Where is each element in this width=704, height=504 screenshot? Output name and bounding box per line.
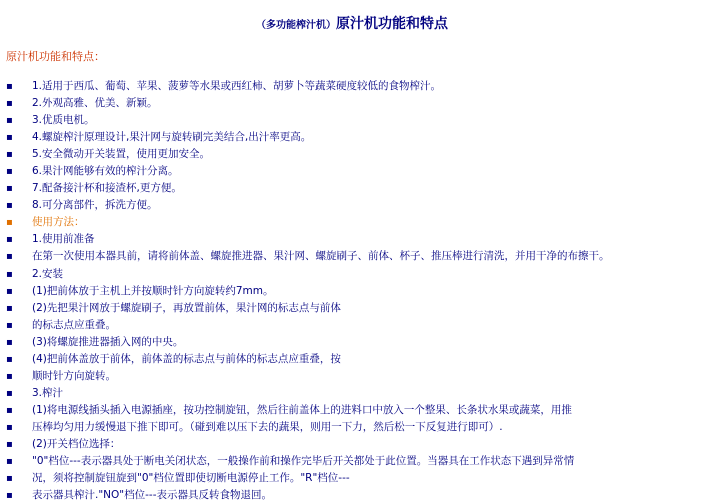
list-item-text: 1.适用于西瓜、葡萄、苹果、菠萝等水果或西红柿、胡萝卜等蔬菜硬度较低的食物榨汁。 (32, 80, 442, 92)
bullet-icon: ▪ (6, 98, 13, 110)
list-item (0, 231, 704, 248)
list-item-text: 况，须将控制旋钮旋到"0"档位置即使切断电源停止工作。"R"档位--- (32, 472, 350, 485)
bullet-icon: ▪ (6, 149, 13, 161)
list-item-text: (1)把前体放于主机上并按顺时针方向旋转约7mm。 (32, 284, 274, 297)
section-subheading: 原汁机功能和特点： (6, 50, 105, 63)
title-main: 原汁机功能和特点 (336, 16, 448, 32)
bullet-icon: ▪ (6, 251, 13, 263)
list-item-text: (2)开关档位选择： (32, 437, 121, 450)
list-item (0, 436, 704, 453)
list-item-text: (4)把前体盖放于前体，前体盖的标志点与前体的标志点应重叠，按 (32, 352, 341, 365)
list-item-text: (3)将螺旋推进器插入网的中央。 (32, 335, 184, 348)
list-item-text: 压棒均匀用力缓慢退下推下即可。（碰到难以压下去的蔬果，则用一下力，然后松一下反复进行即可）. (32, 420, 503, 433)
bullet-icon: ▪ (6, 81, 13, 92)
bullet-icon: ▪ (6, 336, 13, 348)
list-item (0, 248, 704, 265)
list-item (0, 78, 704, 95)
list-item-text: 2.安装 (32, 267, 64, 280)
content-list (0, 78, 704, 504)
list-item (0, 402, 704, 419)
list-item (0, 112, 704, 129)
title-prefix: 多功能榨汁机 (266, 20, 326, 31)
list-item-text: 在第一次使用本器具前，请将前体盖、螺旋推进器、果汁网、螺旋刷子、前体、杯子、推压棒进行清洗，并用干净的布擦干。 (32, 250, 610, 263)
list-item (0, 266, 704, 283)
list-item-text: 2.外观高雅、优美、新颖。 (32, 97, 158, 110)
bullet-icon: ▪ (6, 319, 13, 331)
list-item (0, 214, 704, 231)
list-item-text: 8.可分离部件，拆洗方便。 (32, 199, 158, 212)
list-item (0, 470, 704, 487)
list-item (0, 283, 704, 300)
page-title (0, 14, 704, 36)
bullet-icon: ▪ (6, 370, 13, 382)
bullet-icon: ▪ (6, 285, 13, 297)
list-item-text: 3.优质电机。 (32, 114, 95, 127)
list-item-text: 7.配备接汁杯和接渣杯,更方便。 (32, 182, 182, 195)
list-item (0, 334, 704, 351)
title-paren-close: ） (326, 20, 336, 31)
bullet-icon: ▪ (6, 217, 13, 229)
title-paren-open: （ (256, 20, 266, 31)
list-item (0, 487, 704, 504)
bullet-icon: ▪ (6, 132, 13, 144)
bullet-icon: ▪ (6, 490, 13, 502)
bullet-icon: ▪ (6, 421, 13, 433)
list-item (0, 351, 704, 368)
list-item-text: 顺时针方向旋转。 (32, 369, 116, 382)
list-item (0, 300, 704, 317)
bullet-icon: ▪ (6, 353, 13, 365)
list-item-text: (2)先把果汁网放于螺旋刷子，再放置前体，果汁网的标志点与前体 (32, 301, 341, 314)
list-item (0, 197, 704, 214)
list-item-text: 6.果汁网能够有效的榨汁分离。 (32, 165, 179, 178)
bullet-icon: ▪ (6, 438, 13, 450)
list-item-text: 1.使用前准备 (32, 233, 95, 246)
bullet-icon: ▪ (6, 234, 13, 246)
list-item (0, 129, 704, 146)
bullet-icon: ▪ (6, 183, 13, 195)
list-item-text: "0"档位---表示器具处于断电关闭状态，一般操作前和操作完毕后开关都处于此位置。当器具在工作状态下遇到异常情 (32, 455, 575, 468)
list-item (0, 180, 704, 197)
list-item-text: 5.安全微动开关装置，使用更加安全。 (32, 148, 211, 161)
bullet-icon: ▪ (6, 115, 13, 127)
list-item-text: 的标志点应重叠。 (32, 318, 116, 331)
bullet-icon: ▪ (6, 200, 13, 212)
list-item (0, 368, 704, 385)
list-item (0, 95, 704, 112)
list-item (0, 146, 704, 163)
bullet-icon: ▪ (6, 473, 13, 485)
bullet-icon: ▪ (6, 302, 13, 314)
list-item-text: 使用方法： (32, 216, 85, 229)
list-item (0, 385, 704, 402)
list-item (0, 163, 704, 180)
bullet-icon: ▪ (6, 268, 13, 280)
bullet-icon: ▪ (6, 404, 13, 416)
list-item-text: 3.榨汁 (32, 386, 64, 399)
list-item-text: 表示器具榨汁."NO"档位---表示器具反转食物退回。 (32, 489, 272, 502)
list-item-text: (1)将电源线插头插入电源插座，按功控制旋钮，然后往前盖体上的进料口中放入一个整果、长条状水果或蔬菜，用推 (32, 403, 572, 416)
list-item (0, 317, 704, 334)
list-item (0, 419, 704, 436)
list-item (0, 453, 704, 470)
bullet-icon: ▪ (6, 166, 13, 178)
bullet-icon: ▪ (6, 456, 13, 468)
bullet-icon: ▪ (6, 387, 13, 399)
list-item-text: 4.螺旋榨汁原理设计,果汁网与旋转刷完美结合,出汁率更高。 (32, 131, 312, 144)
